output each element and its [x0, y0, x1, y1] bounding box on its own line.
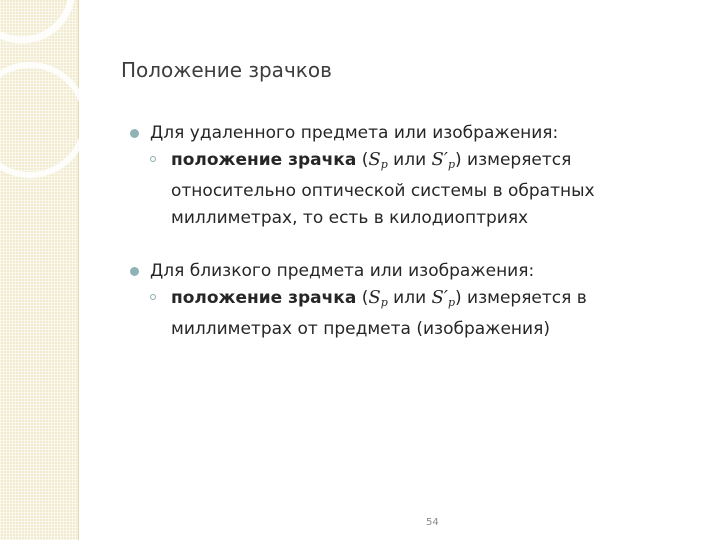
bold-term: положение зрачка: [171, 150, 357, 170]
bullet-text: Для близкого предмета или изображения:: [150, 261, 535, 281]
connector-text: или: [387, 150, 432, 170]
sub-bullet-line-2: миллиметрах от предмета (изображения): [171, 319, 550, 339]
bullet-distant: [130, 120, 690, 146]
symbol-main: S: [368, 287, 381, 308]
ring-bullet-icon: [150, 294, 156, 300]
sub-bullet-distant: [130, 146, 690, 232]
paren-open: (: [356, 150, 369, 170]
spacer: [130, 232, 690, 258]
page-number: 54: [426, 517, 439, 528]
symbol-main: S′: [431, 149, 448, 170]
decorative-circles: [0, 0, 80, 200]
sub-text-tail: ) измеряется: [455, 150, 572, 170]
sub-bullet-line-2: относительно оптической системы в обратных: [171, 181, 595, 201]
slide-title: Положение зрачков: [121, 58, 332, 82]
bullet-text: Для удаленного предмета или изображения:: [150, 123, 559, 143]
symbol-sp-prime: [432, 149, 455, 170]
decorative-side-strip: [0, 0, 79, 540]
symbol-sp: [368, 287, 387, 308]
sub-bullet-line-3: миллиметрах, то есть в килодиоптриях: [171, 208, 529, 228]
paren-open: (: [356, 288, 369, 308]
bold-term: положение зрачка: [171, 288, 357, 308]
bullet-dot-icon: [130, 267, 139, 276]
symbol-subscript: p: [380, 296, 388, 309]
symbol-main: S: [368, 149, 381, 170]
sub-text-tail: ) измеряется в: [455, 288, 587, 308]
bullet-dot-icon: [130, 129, 139, 138]
symbol-main: S′: [431, 287, 448, 308]
sub-bullet-near: [130, 284, 690, 343]
slide-content: [130, 120, 690, 343]
symbol-sp: [368, 149, 387, 170]
sub-bullet-line-1: [171, 146, 690, 178]
symbol-subscript: p: [447, 296, 455, 309]
symbol-subscript: p: [380, 158, 388, 171]
sub-bullet-line-1: [171, 284, 690, 316]
symbol-subscript: p: [447, 158, 455, 171]
symbol-sp-prime: [432, 287, 455, 308]
connector-text: или: [387, 288, 432, 308]
ring-bullet-icon: [150, 156, 156, 162]
bullet-near: [130, 258, 690, 284]
